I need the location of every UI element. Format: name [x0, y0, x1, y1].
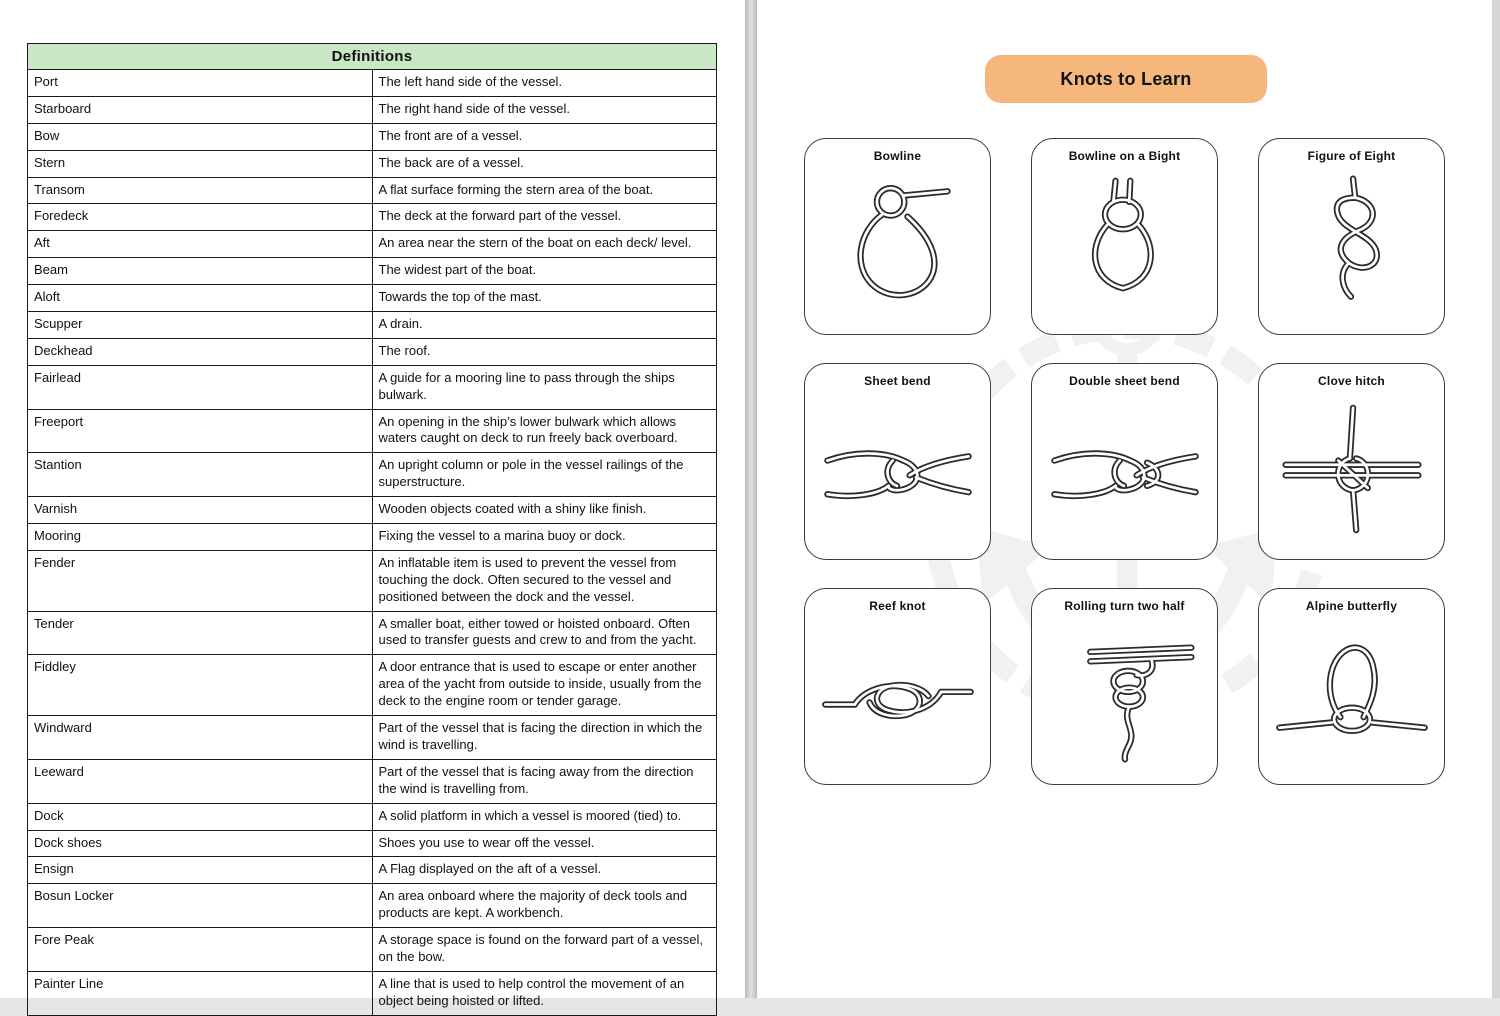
- knot-card: [1258, 138, 1445, 335]
- term-cell: Painter Line: [28, 971, 373, 1015]
- table-row: [28, 312, 717, 339]
- term-cell: Stantion: [28, 453, 373, 497]
- definition-cell: The right hand side of the vessel.: [372, 96, 717, 123]
- term-cell: Aft: [28, 231, 373, 258]
- knot-card: [804, 588, 991, 785]
- term-cell: Tender: [28, 611, 373, 655]
- table-header-row: [28, 44, 717, 70]
- term-cell: Fore Peak: [28, 928, 373, 972]
- definition-cell: An inflatable item is used to prevent the vessel from touching the dock. Often secured to the vessel and positioned between the dock and the vessel.: [372, 550, 717, 611]
- knot-name: Reef knot: [869, 599, 926, 613]
- table-row: [28, 655, 717, 716]
- rolling-turn-two-half-knot-icon: [1046, 619, 1204, 769]
- definition-cell: An area near the stern of the boat on each deck/ level.: [372, 231, 717, 258]
- definition-cell: A Flag displayed on the aft of a vessel.: [372, 857, 717, 884]
- term-cell: Varnish: [28, 497, 373, 524]
- definition-cell: A door entrance that is used to escape or enter another area of the yacht from outside to inside, usually from the deck to the engine room or tender garage.: [372, 655, 717, 716]
- knot-grid: [804, 138, 1445, 785]
- table-row: [28, 971, 717, 1015]
- definition-cell: A line that is used to help control the movement of an object being hoisted or lifted.: [372, 971, 717, 1015]
- table-row: [28, 231, 717, 258]
- table-row: [28, 96, 717, 123]
- definitions-table-head: [28, 44, 717, 70]
- term-cell: Beam: [28, 258, 373, 285]
- table-row: [28, 338, 717, 365]
- term-cell: Aloft: [28, 285, 373, 312]
- definition-cell: Shoes you use to wear off the vessel.: [372, 830, 717, 857]
- definition-cell: Towards the top of the mast.: [372, 285, 717, 312]
- definition-cell: A solid platform in which a vessel is moored (tied) to.: [372, 803, 717, 830]
- knot-card: [1258, 588, 1445, 785]
- knot-card: [804, 138, 991, 335]
- page-knots: [757, 0, 1492, 998]
- definition-cell: The front are of a vessel.: [372, 123, 717, 150]
- knots-title: Knots to Learn: [1060, 68, 1192, 89]
- table-row: [28, 716, 717, 760]
- term-cell: Mooring: [28, 524, 373, 551]
- table-row: [28, 857, 717, 884]
- knot-name: Bowline: [873, 149, 922, 163]
- term-cell: Dock: [28, 803, 373, 830]
- term-cell: Fender: [28, 550, 373, 611]
- table-row: [28, 497, 717, 524]
- knot-card: [804, 363, 991, 560]
- table-row: [28, 150, 717, 177]
- page-gutter: [745, 0, 757, 998]
- definition-cell: The deck at the forward part of the vessel.: [372, 204, 717, 231]
- figure-of-eight-knot-icon: [1273, 169, 1431, 319]
- definition-cell: An opening in the ship’s lower bulwark which allows waters caught on deck to run freely back overboard.: [372, 409, 717, 453]
- definitions-table-body: [28, 70, 717, 1016]
- knot-name: Clove hitch: [1318, 374, 1385, 388]
- table-row: [28, 830, 717, 857]
- page-definitions: [0, 0, 745, 1008]
- definition-cell: An upright column or pole in the vessel railings of the superstructure.: [372, 453, 717, 497]
- clove-hitch-knot-icon: [1273, 394, 1431, 544]
- definition-cell: The left hand side of the vessel.: [372, 70, 717, 97]
- term-cell: Fairlead: [28, 365, 373, 409]
- sheet-bend-knot-icon: [819, 394, 977, 544]
- definition-cell: The back are of a vessel.: [372, 150, 717, 177]
- definition-cell: The widest part of the boat.: [372, 258, 717, 285]
- term-cell: Stern: [28, 150, 373, 177]
- table-row: [28, 70, 717, 97]
- table-row: [28, 759, 717, 803]
- term-cell: Fiddley: [28, 655, 373, 716]
- table-row: [28, 453, 717, 497]
- table-row: [28, 409, 717, 453]
- knot-name: Alpine butterfly: [1305, 599, 1398, 613]
- definition-cell: A storage space is found on the forward part of a vessel, on the bow.: [372, 928, 717, 972]
- table-row: [28, 928, 717, 972]
- knot-name: Double sheet bend: [1069, 374, 1180, 388]
- definition-cell: An area onboard where the majority of deck tools and products are kept. A workbench.: [372, 884, 717, 928]
- term-cell: Bow: [28, 123, 373, 150]
- table-row: [28, 524, 717, 551]
- definition-cell: Part of the vessel that is facing the direction in which the wind is travelling.: [372, 716, 717, 760]
- knot-card: [1031, 588, 1218, 785]
- definitions-table: [27, 43, 717, 1016]
- term-cell: Freeport: [28, 409, 373, 453]
- knot-name: Sheet bend: [864, 374, 931, 388]
- definition-cell: A smaller boat, either towed or hoisted onboard. Often used to transfer guests and crew to and from the yacht.: [372, 611, 717, 655]
- term-cell: Starboard: [28, 96, 373, 123]
- term-cell: Transom: [28, 177, 373, 204]
- right-edge-strip: [1492, 0, 1500, 998]
- knot-card: [1031, 138, 1218, 335]
- table-row: [28, 884, 717, 928]
- table-row: [28, 177, 717, 204]
- term-cell: Foredeck: [28, 204, 373, 231]
- term-cell: Ensign: [28, 857, 373, 884]
- table-row: [28, 123, 717, 150]
- term-cell: Deckhead: [28, 338, 373, 365]
- term-cell: Dock shoes: [28, 830, 373, 857]
- knot-name: Bowline on a Bight: [1068, 149, 1181, 163]
- knot-name: Rolling turn two half: [1064, 599, 1185, 613]
- definition-cell: Part of the vessel that is facing away from the direction the wind is travelling from.: [372, 759, 717, 803]
- bowline-on-a-bight-knot-icon: [1046, 169, 1204, 319]
- table-row: [28, 803, 717, 830]
- knots-title-badge: [985, 55, 1267, 103]
- table-row: [28, 365, 717, 409]
- alpine-butterfly-knot-icon: [1273, 619, 1431, 769]
- definition-cell: Wooden objects coated with a shiny like finish.: [372, 497, 717, 524]
- table-row: [28, 285, 717, 312]
- term-cell: Windward: [28, 716, 373, 760]
- table-row: [28, 550, 717, 611]
- definition-cell: A drain.: [372, 312, 717, 339]
- term-cell: Scupper: [28, 312, 373, 339]
- table-row: [28, 204, 717, 231]
- definition-cell: Fixing the vessel to a marina buoy or dock.: [372, 524, 717, 551]
- table-title: Definitions: [28, 44, 717, 70]
- term-cell: Port: [28, 70, 373, 97]
- definition-cell: A flat surface forming the stern area of the boat.: [372, 177, 717, 204]
- knot-name: Figure of Eight: [1307, 149, 1396, 163]
- table-row: [28, 611, 717, 655]
- table-row: [28, 258, 717, 285]
- definition-cell: The roof.: [372, 338, 717, 365]
- bowline-knot-icon: [819, 169, 977, 319]
- definition-cell: A guide for a mooring line to pass through the ships bulwark.: [372, 365, 717, 409]
- knot-card: [1031, 363, 1218, 560]
- double-sheet-bend-knot-icon: [1046, 394, 1204, 544]
- reef-knot-icon: [819, 619, 977, 769]
- knot-card: [1258, 363, 1445, 560]
- term-cell: Leeward: [28, 759, 373, 803]
- term-cell: Bosun Locker: [28, 884, 373, 928]
